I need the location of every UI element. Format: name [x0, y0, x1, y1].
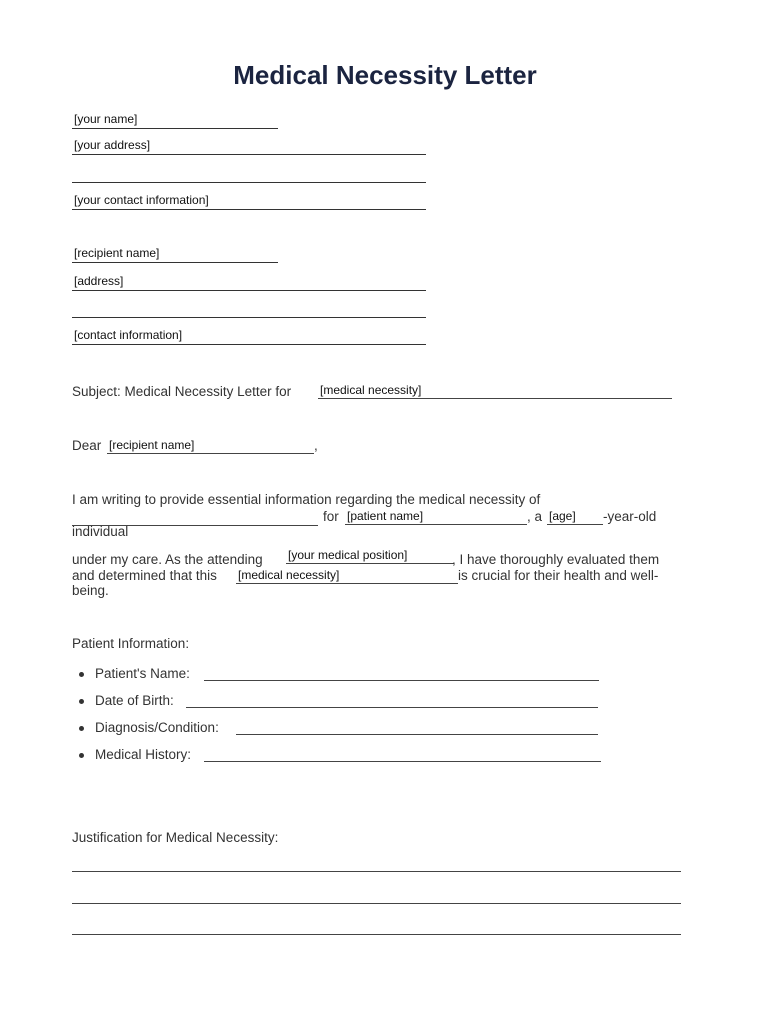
bullet-icon [79, 753, 84, 758]
sender-address-line2-field[interactable] [72, 164, 426, 183]
patient-info-heading: Patient Information: [72, 636, 190, 651]
medical-necessity-placeholder: [medical necessity] [238, 568, 340, 582]
sender-name-field[interactable] [72, 110, 278, 129]
patient-name-placeholder: [patient name] [347, 509, 424, 523]
body-being: being. [72, 583, 109, 598]
diagnosis-label: Diagnosis/Condition: [95, 720, 219, 735]
recipient-address-field[interactable] [72, 272, 426, 291]
patient-name-field[interactable] [345, 508, 527, 525]
body-evaluated: , I have thoroughly evaluated them [452, 552, 660, 567]
medical-history-line[interactable] [204, 761, 601, 762]
salutation-field[interactable] [107, 437, 314, 454]
age-field[interactable] [547, 508, 603, 525]
bullet-icon [79, 726, 84, 731]
sender-contact-field[interactable] [72, 191, 426, 210]
patient-name-label: Patient's Name: [95, 666, 190, 681]
body-under-care: under my care. As the attending [72, 552, 263, 567]
diagnosis-line[interactable] [236, 734, 598, 735]
justification-heading: Justification for Medical Necessity: [72, 830, 279, 845]
salutation-comma: , [314, 438, 318, 453]
bullet-icon [79, 672, 84, 677]
body-determined: and determined that this [72, 568, 217, 583]
bullet-icon [79, 699, 84, 704]
justification-line-3[interactable] [72, 934, 681, 935]
subject-placeholder: [medical necessity] [320, 383, 422, 397]
recipient-address-placeholder: [address] [74, 274, 124, 288]
page-title: Medical Necessity Letter [233, 60, 537, 90]
patient-name-line[interactable] [204, 680, 599, 681]
recipient-address-line2-field[interactable] [72, 299, 426, 318]
medical-necessity-field[interactable] [236, 567, 458, 584]
body-line-1: I am writing to provide essential information regarding the medical necessity of [72, 492, 541, 507]
recipient-name-field[interactable] [72, 244, 278, 263]
body-individual: individual [72, 524, 129, 539]
body-for-word: for [323, 509, 339, 524]
recipient-contact-placeholder: [contact information] [74, 328, 183, 342]
subject-field[interactable] [318, 382, 672, 399]
sender-address-field[interactable] [72, 136, 426, 155]
salutation-label: Dear [72, 438, 102, 453]
sender-contact-placeholder: [your contact information] [74, 193, 209, 207]
salutation-placeholder: [recipient name] [109, 438, 195, 452]
subject-label: Subject: Medical Necessity Letter for [72, 384, 292, 399]
medical-position-placeholder: [your medical position] [288, 548, 408, 562]
body-year-old: -year-old [603, 509, 657, 524]
sender-name-placeholder: [your name] [74, 112, 138, 126]
date-of-birth-line[interactable] [186, 707, 598, 708]
justification-line-1[interactable] [72, 871, 681, 872]
body-crucial: is crucial for their health and well- [458, 568, 659, 583]
body-a-word: , a [527, 509, 543, 524]
recipient-name-placeholder: [recipient name] [74, 246, 160, 260]
age-placeholder: [age] [549, 509, 576, 523]
date-of-birth-label: Date of Birth: [95, 693, 174, 708]
medical-position-field[interactable] [286, 547, 454, 564]
sender-address-placeholder: [your address] [74, 138, 151, 152]
justification-line-2[interactable] [72, 903, 681, 904]
recipient-contact-field[interactable] [72, 326, 426, 345]
medical-history-label: Medical History: [95, 747, 192, 762]
